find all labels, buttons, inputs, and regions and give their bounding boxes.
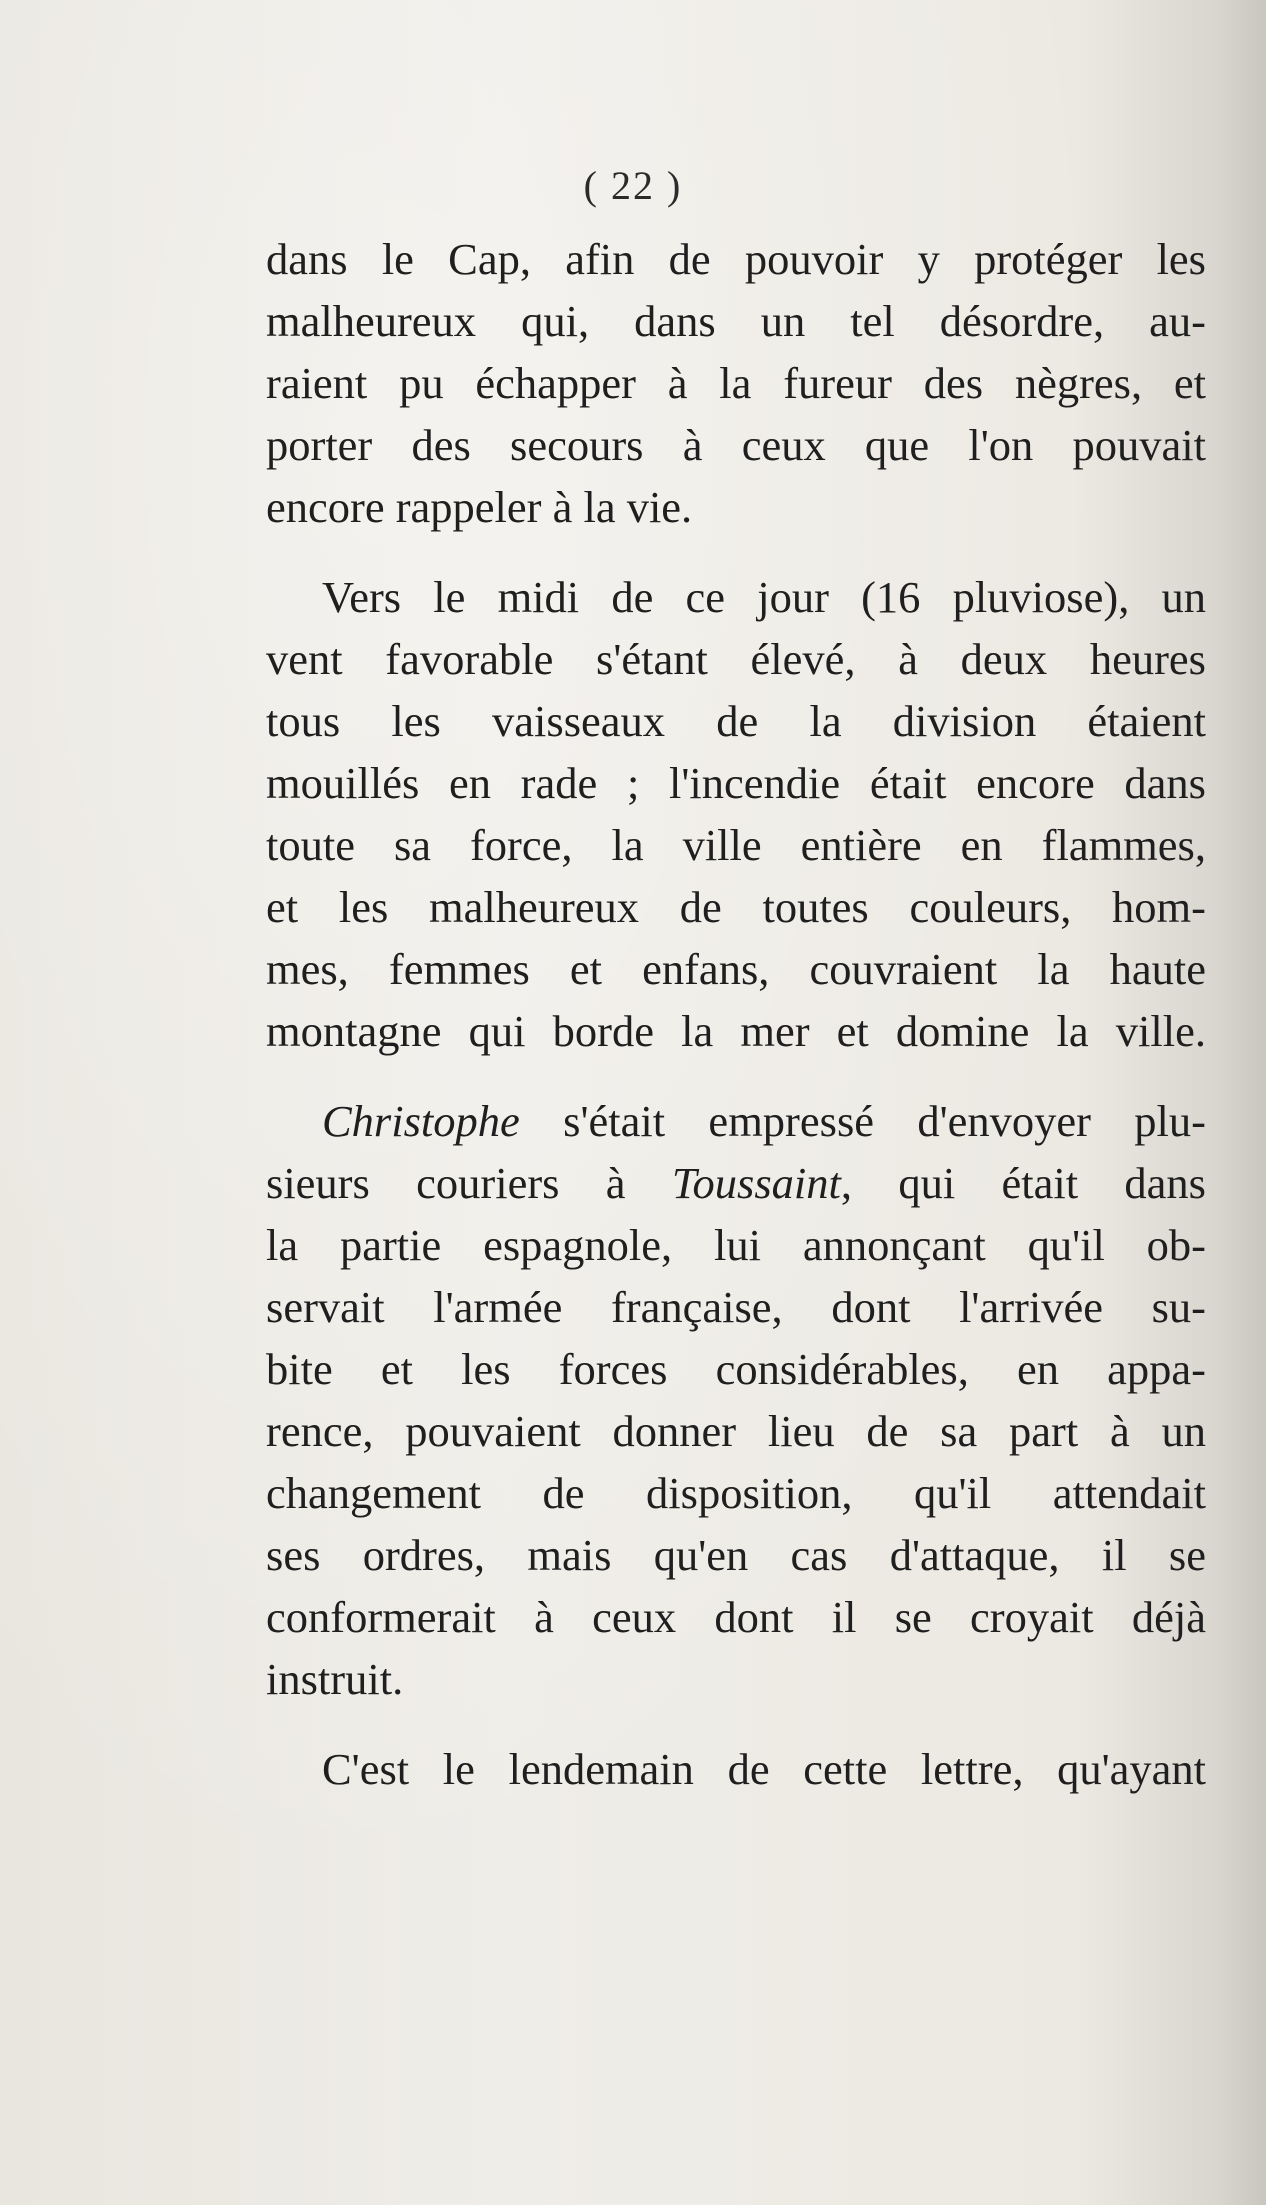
text-line: C'est le lendemain de cette lettre, qu'ayant bbox=[322, 1744, 1206, 1794]
text-line: instruit. bbox=[266, 1654, 404, 1704]
text-line: mouillés en rade ; l'incendie était encore dans bbox=[266, 758, 1206, 808]
paragraph-1 bbox=[266, 228, 1206, 538]
text-line: rence, pouvaient donner lieu de sa part à un bbox=[266, 1406, 1206, 1456]
text-line: raient pu échapper à la fureur des nègres, et bbox=[266, 358, 1206, 408]
text-line: toute sa force, la ville entière en flammes, bbox=[266, 820, 1206, 870]
text-line: porter des secours à ceux que l'on pouvait bbox=[266, 420, 1206, 470]
text-line: Vers le midi de ce jour (16 pluviose), un bbox=[322, 572, 1206, 622]
body-text bbox=[266, 228, 1206, 1828]
text-line bbox=[266, 1090, 1206, 1152]
text-line: et les malheureux de toutes couleurs, hom- bbox=[266, 882, 1206, 932]
paragraph-4 bbox=[266, 1738, 1206, 1800]
text-line: mes, femmes et enfans, couvraient la haute bbox=[266, 944, 1206, 994]
text-line: conformerait à ceux dont il se croyait déjà bbox=[266, 1592, 1206, 1642]
text-line: ses ordres, mais qu'en cas d'attaque, il se bbox=[266, 1530, 1206, 1580]
name-christophe: Christophe bbox=[322, 1096, 520, 1146]
paragraph-2 bbox=[266, 566, 1206, 1062]
text-line bbox=[266, 1152, 1206, 1214]
text-line: tous les vaisseaux de la division étaient bbox=[266, 696, 1206, 746]
text-line: bite et les forces considérables, en appa- bbox=[266, 1344, 1206, 1394]
text-line: montagne qui borde la mer et domine la ville. bbox=[266, 1006, 1206, 1056]
text-line: servait l'armée française, dont l'arrivée su- bbox=[266, 1282, 1206, 1332]
text-line: dans le Cap, afin de pouvoir y protéger les bbox=[266, 234, 1206, 284]
text-line: la partie espagnole, lui annonçant qu'il ob- bbox=[266, 1220, 1206, 1270]
text-line: malheureux qui, dans un tel désordre, au- bbox=[266, 296, 1206, 346]
text-line: encore rappeler à la vie. bbox=[266, 482, 693, 532]
paragraph-3 bbox=[266, 1090, 1206, 1710]
text-span: , qui était dans bbox=[840, 1158, 1206, 1208]
text-line: changement de disposition, qu'il attendait bbox=[266, 1468, 1206, 1518]
text-span: s'était empressé d'envoyer plu- bbox=[519, 1096, 1206, 1146]
page-number: ( 22 ) bbox=[583, 163, 683, 208]
text-line: vent favorable s'étant élevé, à deux heures bbox=[266, 634, 1206, 684]
text-span: sieurs couriers à bbox=[266, 1158, 672, 1208]
name-toussaint: Toussaint bbox=[671, 1158, 841, 1208]
